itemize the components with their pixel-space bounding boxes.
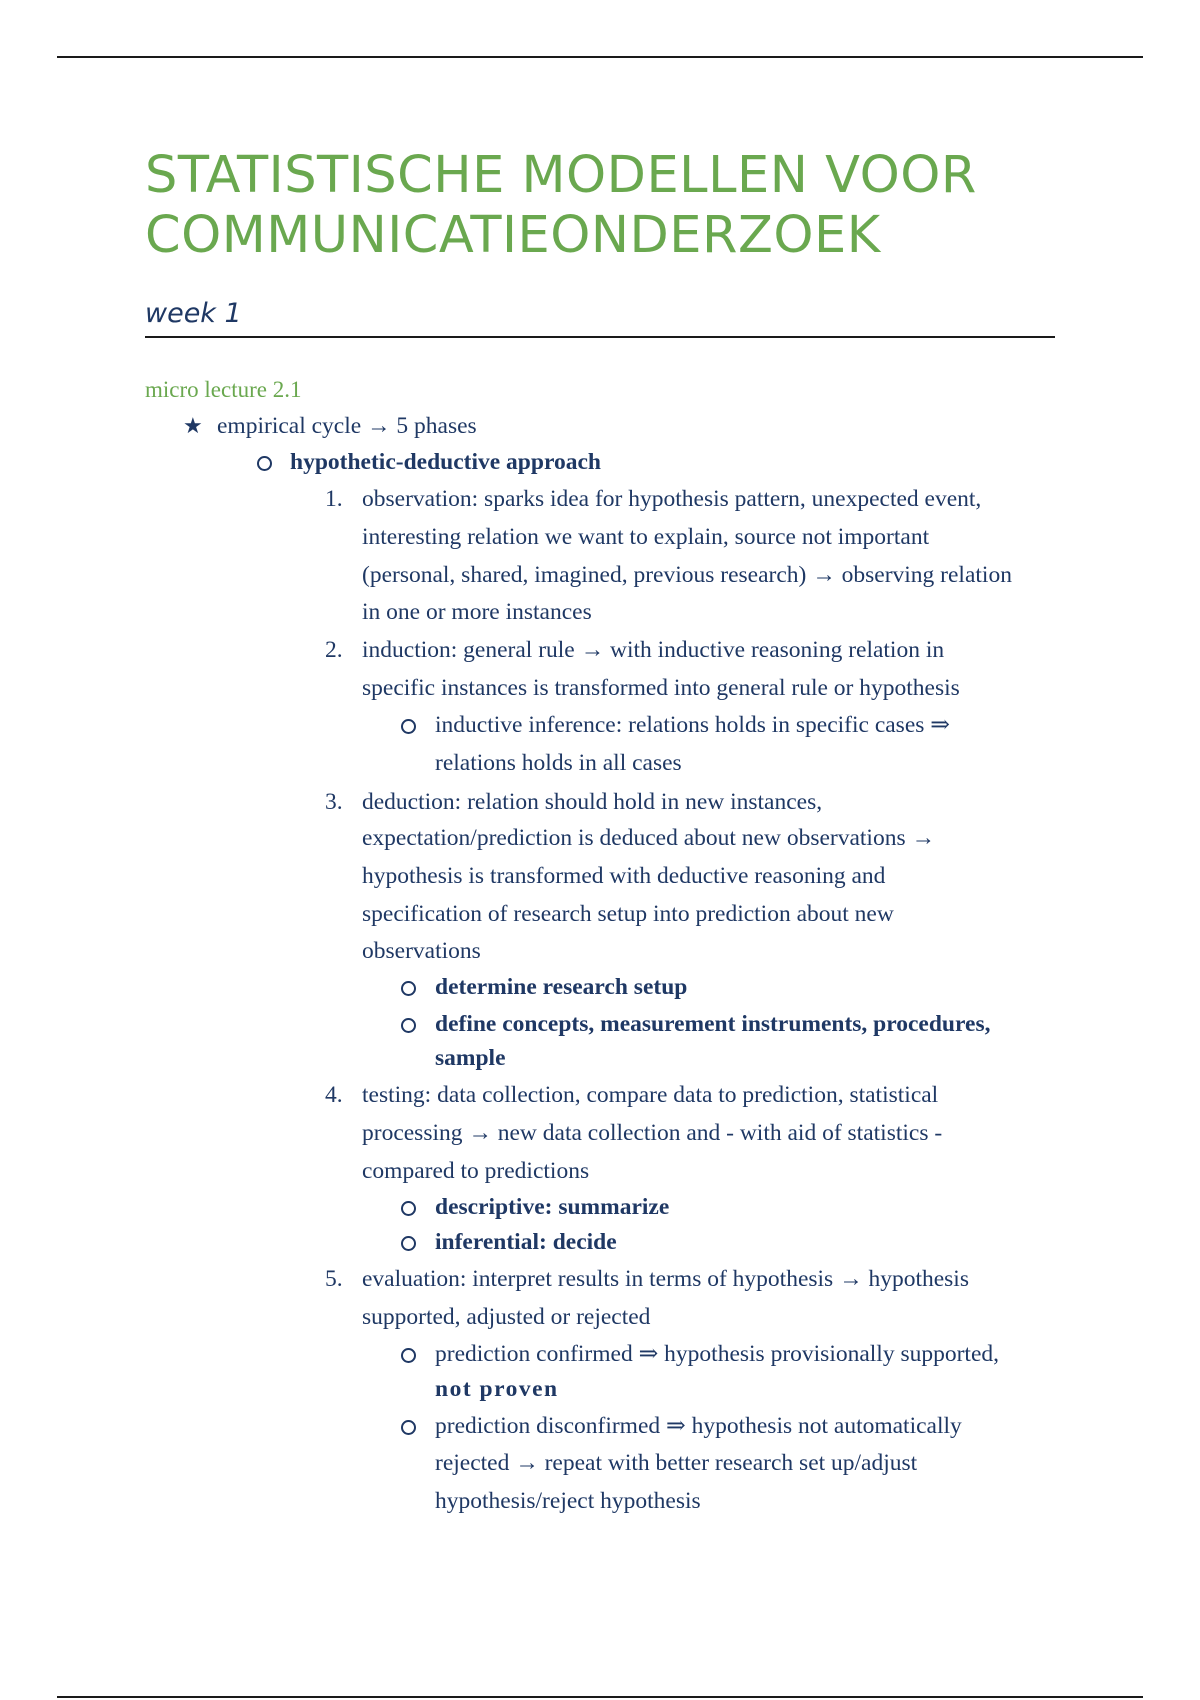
star-bullet-icon: ★ xyxy=(183,413,203,438)
circle-bullet-icon xyxy=(401,1236,416,1251)
step-4-sub-2: inferential: decide xyxy=(435,1229,617,1255)
step-3-sub-2-line-2: sample xyxy=(435,1045,506,1071)
step-2-line-2: specific instances is transformed into general rule or hypothesis xyxy=(362,675,960,701)
step-3-sub-2-line-1: define concepts, measurement instruments, procedures, xyxy=(435,1011,991,1037)
step-3-line-5: observations xyxy=(362,938,481,964)
step-5-sub-1-line-1: prediction confirmed ⇒ hypothesis provisionally supported, xyxy=(435,1341,1000,1367)
circle-bullet-icon xyxy=(401,1420,416,1435)
step-1-line-3: (personal, shared, imagined, previous research) → observing relation xyxy=(362,562,1012,588)
step-5-line-1: evaluation: interpret results in terms of hypothesis → hypothesis xyxy=(362,1266,969,1292)
step-5-sub-2-line-1: prediction disconfirmed ⇒ hypothesis not automatically xyxy=(435,1413,962,1439)
title-line-1: STATISTISCHE MODELLEN VOOR xyxy=(145,146,977,205)
step-3-line-2: expectation/prediction is deduced about new observations → xyxy=(362,825,935,851)
bullet-empirical-cycle: empirical cycle → 5 phases xyxy=(217,413,477,439)
page-bottom-rule xyxy=(57,1696,1143,1698)
title-line-2: COMMUNICATIEONDERZOEK xyxy=(145,206,881,265)
circle-bullet-icon xyxy=(401,1348,416,1363)
section-heading: micro lecture 2.1 xyxy=(145,377,302,402)
step-4-sub-1: descriptive: summarize xyxy=(435,1194,670,1220)
week-heading: week 1 xyxy=(145,298,242,329)
step-5-number: 5. xyxy=(325,1266,343,1292)
bullet-hypothetic-deductive: hypothetic-deductive approach xyxy=(290,449,601,475)
week-heading-rule xyxy=(145,336,1055,338)
step-3-number: 3. xyxy=(325,789,343,815)
step-1-line-4: in one or more instances xyxy=(362,599,592,625)
step-1-number: 1. xyxy=(325,486,343,512)
step-5-line-2: supported, adjusted or rejected xyxy=(362,1304,651,1330)
step-1-line-2: interesting relation we want to explain, source not important xyxy=(362,524,930,550)
step-2-sub-1-line-1: inductive inference: relations holds in specific cases ⇒ xyxy=(435,712,950,738)
step-3-sub-1: determine research setup xyxy=(435,974,688,1000)
step-5-sub-1-line-2: not proven xyxy=(435,1376,559,1402)
step-1-line-1: observation: sparks idea for hypothesis pattern, unexpected event, xyxy=(362,486,982,512)
step-4-line-3: compared to predictions xyxy=(362,1158,590,1184)
step-3-line-1: deduction: relation should hold in new instances, xyxy=(362,789,823,815)
step-2-sub-1-line-2: relations holds in all cases xyxy=(435,750,682,776)
step-2-number: 2. xyxy=(325,637,343,663)
step-2-line-1: induction: general rule → with inductive reasoning relation in xyxy=(362,637,945,663)
circle-bullet-icon xyxy=(401,1201,416,1216)
step-4-line-2: processing → new data collection and - with aid of statistics - xyxy=(362,1120,943,1146)
step-4-line-1: testing: data collection, compare data to prediction, statistical xyxy=(362,1082,939,1108)
step-3-line-3: hypothesis is transformed with deductive reasoning and xyxy=(362,863,886,889)
step-4-number: 4. xyxy=(325,1082,343,1108)
circle-bullet-icon xyxy=(401,1018,416,1033)
step-5-sub-2-line-2: rejected → repeat with better research set up/adjust xyxy=(435,1450,918,1476)
circle-bullet-icon xyxy=(401,719,416,734)
step-3-line-4: specification of research setup into prediction about new xyxy=(362,901,894,927)
circle-bullet-icon xyxy=(257,456,272,471)
circle-bullet-icon xyxy=(401,981,416,996)
page-top-rule xyxy=(57,56,1143,58)
document-title xyxy=(145,146,1105,266)
step-5-sub-2-line-3: hypothesis/reject hypothesis xyxy=(435,1488,701,1514)
